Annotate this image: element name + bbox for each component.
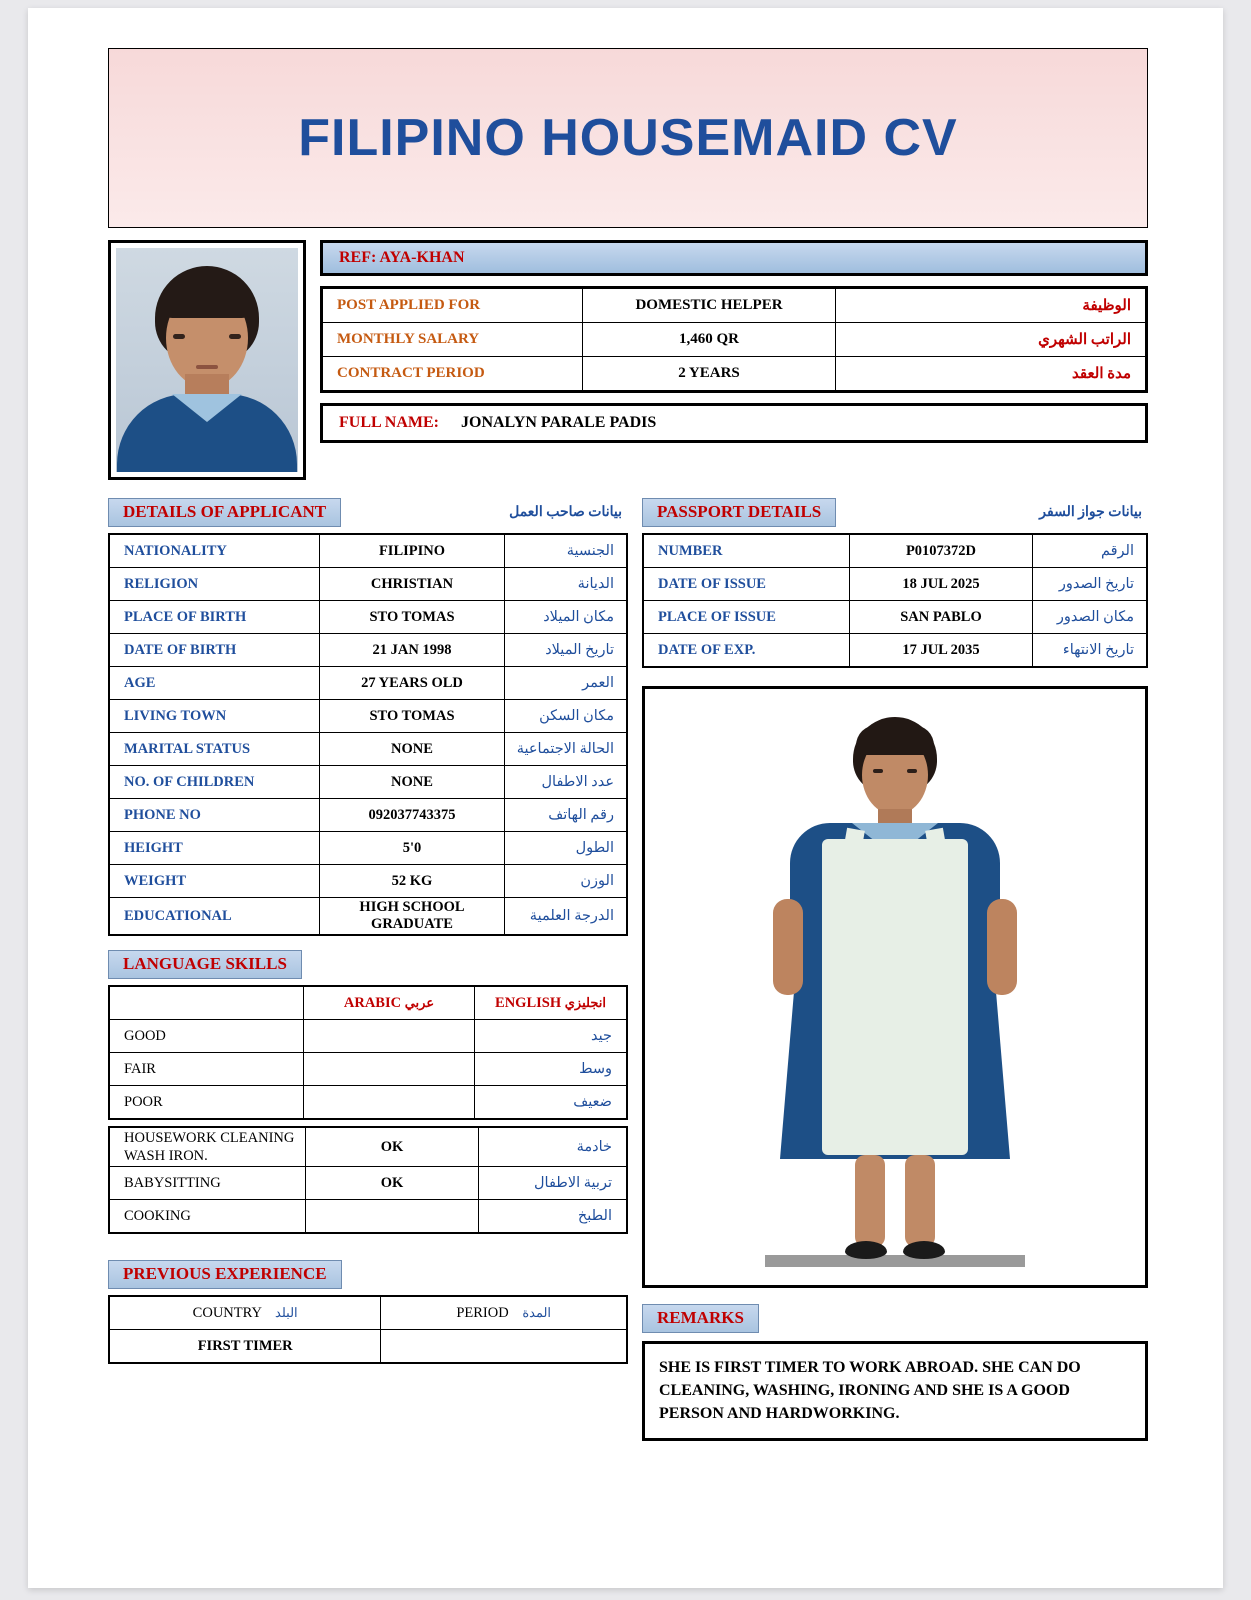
language-fair-label: FAIR xyxy=(109,1053,304,1086)
date-of-birth-value: 21 JAN 1998 xyxy=(320,634,505,667)
table-row xyxy=(109,865,627,898)
cooking-label: COOKING xyxy=(109,1200,306,1234)
religion-label: RELIGION xyxy=(109,568,320,601)
reference-bar xyxy=(320,240,1148,276)
educational-value: HIGH SCHOOL GRADUATE xyxy=(320,898,505,936)
language-good-arabic-mark[interactable] xyxy=(304,1020,475,1053)
table-row xyxy=(109,1086,627,1120)
post-applied-value: DOMESTIC HELPER xyxy=(583,288,836,323)
table-row xyxy=(109,733,627,766)
cooking-value xyxy=(306,1200,479,1234)
language-skills-table xyxy=(108,985,628,1120)
babysitting-arabic: تربية الاطفال xyxy=(479,1167,628,1200)
table-row xyxy=(109,1127,627,1167)
passport-details-table xyxy=(642,533,1148,668)
age-label: AGE xyxy=(109,667,320,700)
marital-status-arabic: الحالة الاجتماعية xyxy=(505,733,628,766)
table-row xyxy=(643,568,1147,601)
page-title: FILIPINO HOUSEMAID CV xyxy=(298,109,958,167)
table-row xyxy=(109,1330,627,1364)
table-row xyxy=(109,1200,627,1234)
contract-period-value: 2 YEARS xyxy=(583,357,836,392)
cv-page xyxy=(28,8,1223,1588)
nationality-arabic: الجنسية xyxy=(505,534,628,568)
weight-value: 52 KG xyxy=(320,865,505,898)
table-row xyxy=(109,1053,627,1086)
phone-label: PHONE NO xyxy=(109,799,320,832)
table-row xyxy=(643,634,1147,668)
monthly-salary-value: 1,460 QR xyxy=(583,323,836,357)
full-name-label: FULL NAME: xyxy=(339,414,439,431)
table-row xyxy=(322,288,1147,323)
nationality-label: NATIONALITY xyxy=(109,534,320,568)
country-header xyxy=(109,1296,381,1330)
table-row xyxy=(109,667,627,700)
remarks-header xyxy=(642,1304,1148,1333)
passport-issue-date-arabic: تاريخ الصدور xyxy=(1033,568,1148,601)
educational-label: EDUCATIONAL xyxy=(109,898,320,936)
language-fair-arabic-mark[interactable] xyxy=(304,1053,475,1086)
housework-label: HOUSEWORK CLEANING WASH IRON. xyxy=(109,1127,306,1167)
age-value: 27 YEARS OLD xyxy=(320,667,505,700)
nationality-value: FILIPINO xyxy=(320,534,505,568)
language-good-label: GOOD xyxy=(109,1020,304,1053)
country-header-ar: البلد xyxy=(275,1304,298,1320)
housework-arabic: خادمة xyxy=(479,1127,628,1167)
language-poor-arabic-mark[interactable] xyxy=(304,1086,475,1120)
table-row xyxy=(109,1296,627,1330)
phone-value: 092037743375 xyxy=(320,799,505,832)
right-column xyxy=(642,498,1148,1441)
place-of-birth-label: PLACE OF BIRTH xyxy=(109,601,320,634)
marital-status-value: NONE xyxy=(320,733,505,766)
applicant-header-row xyxy=(108,240,1148,480)
country-header-en: COUNTRY xyxy=(192,1304,262,1321)
passport-expiry-arabic: تاريخ الانتهاء xyxy=(1033,634,1148,668)
children-value: NONE xyxy=(320,766,505,799)
passport-issue-date-label: DATE OF ISSUE xyxy=(643,568,850,601)
weight-label: WEIGHT xyxy=(109,865,320,898)
headshot-art xyxy=(116,248,298,472)
religion-arabic: الديانة xyxy=(505,568,628,601)
work-skills-table xyxy=(108,1126,628,1234)
children-label: NO. OF CHILDREN xyxy=(109,766,320,799)
table-row xyxy=(109,986,627,1020)
language-arabic-header xyxy=(304,986,475,1020)
document-title-banner xyxy=(108,48,1148,228)
table-row xyxy=(109,700,627,733)
babysitting-label: BABYSITTING xyxy=(109,1167,306,1200)
language-english-header-en: ENGLISH xyxy=(495,994,562,1011)
phone-arabic: رقم الهاتف xyxy=(505,799,628,832)
language-arabic-header-en: ARABIC xyxy=(343,994,402,1011)
remarks-text: SHE IS FIRST TIMER TO WORK ABROAD. SHE CAN DO CLEANING, WASHING, IRONING AND SHE IS A GOOD PERSON AND HARDWORKING. xyxy=(642,1341,1148,1441)
language-poor-label: POOR xyxy=(109,1086,304,1120)
table-row xyxy=(109,634,627,667)
educational-arabic: الدرجة العلمية xyxy=(505,898,628,936)
full-name-bar xyxy=(320,403,1148,443)
previous-experience-title: PREVIOUS EXPERIENCE xyxy=(108,1260,342,1289)
applicant-details-table xyxy=(108,533,628,936)
table-row xyxy=(109,799,627,832)
headshot-photo xyxy=(108,240,306,480)
table-row xyxy=(109,1020,627,1053)
contract-period-arabic: مدة العقد xyxy=(836,357,1147,392)
living-town-label: LIVING TOWN xyxy=(109,700,320,733)
babysitting-value: OK xyxy=(306,1167,479,1200)
table-row xyxy=(322,357,1147,392)
applicant-section-arabic: بيانات صاحب العمل xyxy=(509,505,622,520)
passport-issue-place-label: PLACE OF ISSUE xyxy=(643,601,850,634)
passport-issue-place-value: SAN PABLO xyxy=(850,601,1033,634)
monthly-salary-label: MONTHLY SALARY xyxy=(322,323,583,357)
height-arabic: الطول xyxy=(505,832,628,865)
passport-number-label: NUMBER xyxy=(643,534,850,568)
post-details-table xyxy=(320,286,1148,393)
living-town-arabic: مكان السكن xyxy=(505,700,628,733)
height-label: HEIGHT xyxy=(109,832,320,865)
post-applied-label: POST APPLIED FOR xyxy=(322,288,583,323)
place-of-birth-arabic: مكان الميلاد xyxy=(505,601,628,634)
period-header-ar: المدة xyxy=(522,1304,552,1320)
date-of-birth-arabic: تاريخ الميلاد xyxy=(505,634,628,667)
reference-code: REF: AYA-KHAN xyxy=(339,249,465,266)
table-row xyxy=(643,534,1147,568)
language-section-header xyxy=(108,950,628,979)
cooking-arabic: الطبخ xyxy=(479,1200,628,1234)
remarks-section-title: REMARKS xyxy=(642,1304,759,1333)
contract-period-label: CONTRACT PERIOD xyxy=(322,357,583,392)
previous-experience-table xyxy=(108,1295,628,1364)
table-row xyxy=(643,601,1147,634)
table-row xyxy=(109,568,627,601)
language-section-title: LANGUAGE SKILLS xyxy=(108,950,302,979)
weight-arabic: الوزن xyxy=(505,865,628,898)
language-arabic-header-ar: عربي xyxy=(404,994,435,1010)
passport-number-value: P0107372D xyxy=(850,534,1033,568)
date-of-birth-label: DATE OF BIRTH xyxy=(109,634,320,667)
marital-status-label: MARITAL STATUS xyxy=(109,733,320,766)
table-row xyxy=(109,832,627,865)
experience-country-value: FIRST TIMER xyxy=(109,1330,381,1364)
passport-section-arabic: بيانات جواز السفر xyxy=(1039,505,1142,520)
height-value: 5'0 xyxy=(320,832,505,865)
passport-issue-place-arabic: مكان الصدور xyxy=(1033,601,1148,634)
language-blank-header xyxy=(109,986,304,1020)
applicant-section-title: DETAILS OF APPLICANT xyxy=(108,498,341,527)
language-good-arabic: جيد xyxy=(475,1020,628,1053)
period-header-en: PERIOD xyxy=(456,1304,509,1321)
passport-section-header xyxy=(642,498,1148,527)
passport-section-title: PASSPORT DETAILS xyxy=(642,498,836,527)
full-name-value: JONALYN PARALE PADIS xyxy=(461,414,657,431)
left-column xyxy=(108,498,628,1441)
age-arabic: العمر xyxy=(505,667,628,700)
living-town-value: STO TOMAS xyxy=(320,700,505,733)
period-header xyxy=(381,1296,627,1330)
full-body-art xyxy=(645,689,1145,1285)
table-row xyxy=(322,323,1147,357)
table-row xyxy=(109,534,627,568)
applicant-section-header xyxy=(108,498,628,527)
passport-issue-date-value: 18 JUL 2025 xyxy=(850,568,1033,601)
passport-expiry-value: 17 JUL 2035 xyxy=(850,634,1033,668)
passport-number-arabic: الرقم xyxy=(1033,534,1148,568)
experience-period-value xyxy=(381,1330,627,1364)
religion-value: CHRISTIAN xyxy=(320,568,505,601)
language-english-header xyxy=(475,986,628,1020)
main-columns xyxy=(108,498,1148,1441)
table-row xyxy=(109,1167,627,1200)
housework-value: OK xyxy=(306,1127,479,1167)
headshot-image xyxy=(116,248,298,472)
full-body-photo xyxy=(642,686,1148,1288)
language-english-header-ar: انجليزي xyxy=(564,994,606,1010)
passport-expiry-label: DATE OF EXP. xyxy=(643,634,850,668)
post-applied-arabic: الوظيفة xyxy=(836,288,1147,323)
table-row xyxy=(109,766,627,799)
previous-experience-header xyxy=(108,1260,628,1289)
cv-content xyxy=(108,48,1148,1441)
table-row xyxy=(109,601,627,634)
language-poor-arabic: ضعيف xyxy=(475,1086,628,1120)
language-fair-arabic: وسط xyxy=(475,1053,628,1086)
place-of-birth-value: STO TOMAS xyxy=(320,601,505,634)
reference-and-post xyxy=(320,240,1148,480)
monthly-salary-arabic: الراتب الشهري xyxy=(836,323,1147,357)
table-row xyxy=(109,898,627,936)
children-arabic: عدد الاطفال xyxy=(505,766,628,799)
